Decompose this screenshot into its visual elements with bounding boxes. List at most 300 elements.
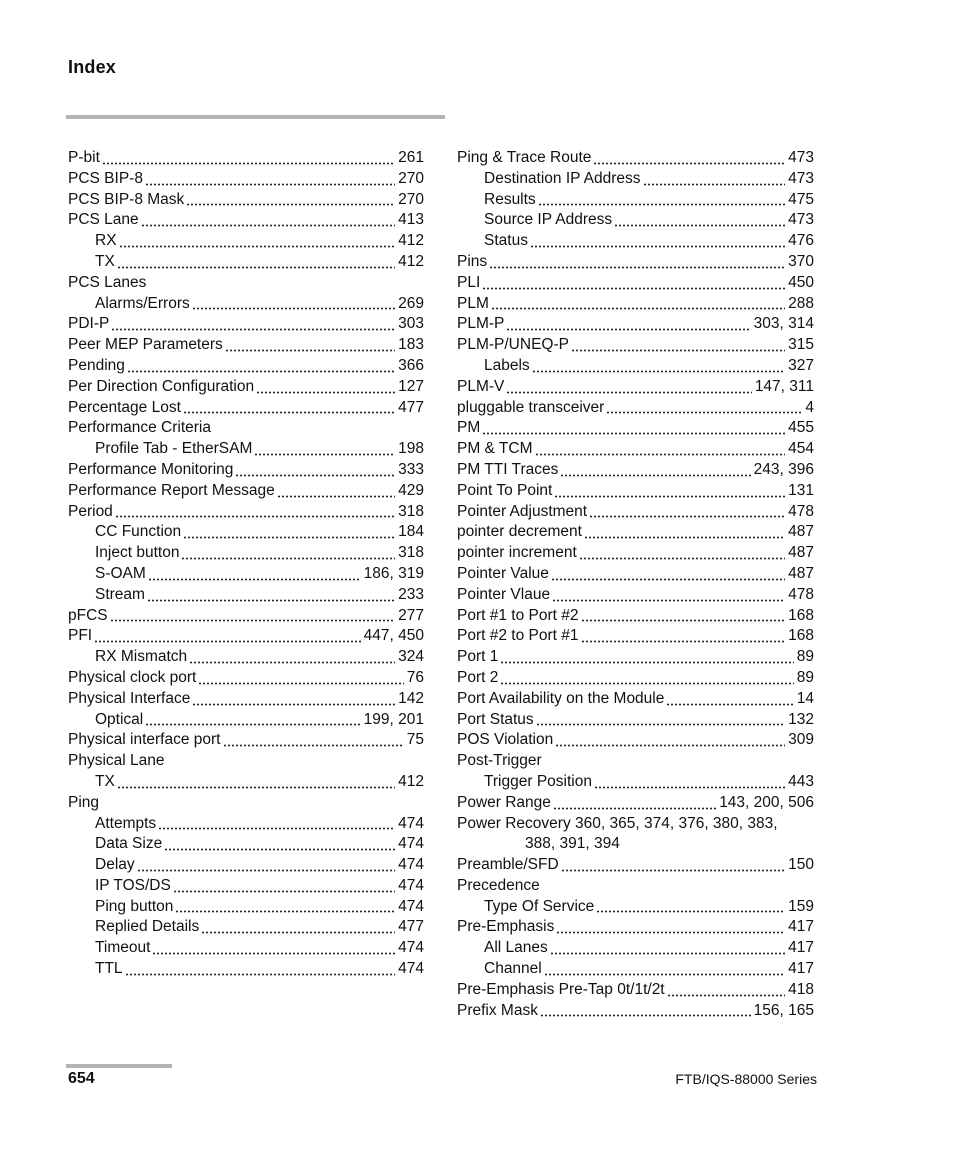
index-term: Destination IP Address — [484, 169, 641, 187]
dot-leader — [482, 432, 785, 435]
index-pages: 89 — [796, 668, 814, 686]
index-entry — [68, 377, 424, 398]
index-term: PLM-P/UNEQ-P — [457, 336, 569, 354]
dot-leader — [117, 786, 395, 789]
index-term: PCS Lanes — [68, 273, 147, 291]
index-entry — [68, 793, 424, 814]
index-pages: 243, 396 — [753, 460, 814, 478]
index-entry — [457, 294, 814, 315]
index-pages: 370 — [788, 252, 814, 270]
index-pages: 4 — [805, 398, 814, 416]
index-pages: 159 — [788, 897, 814, 915]
index-entry — [68, 751, 424, 772]
index-entry — [457, 606, 814, 627]
index-pages: 89 — [796, 648, 814, 666]
dot-leader — [643, 183, 786, 186]
index-term: Ping & Trace Route — [457, 149, 592, 166]
index-term: Delay — [95, 856, 135, 874]
index-entry — [457, 689, 814, 710]
dot-leader — [538, 203, 785, 206]
index-entry — [457, 564, 814, 585]
index-subentry — [457, 210, 814, 231]
dot-leader — [530, 245, 785, 248]
index-term: CC Function — [95, 523, 182, 541]
index-pages: 156, 165 — [753, 1001, 814, 1019]
index-pages: 150 — [788, 856, 814, 874]
index-subentry — [457, 897, 814, 918]
index-subentry — [68, 855, 424, 876]
dot-leader — [192, 307, 395, 310]
index-term: Source IP Address — [484, 211, 613, 229]
dot-leader — [94, 640, 361, 643]
dot-leader — [201, 931, 395, 934]
page-title: Index — [68, 57, 117, 77]
index-pages: 474 — [398, 939, 424, 957]
index-pages: 303, 314 — [753, 315, 814, 333]
index-pages: 475 — [788, 190, 814, 208]
dot-leader — [571, 349, 785, 352]
dot-leader — [532, 370, 785, 373]
index-subentry — [457, 231, 814, 252]
dot-leader — [145, 723, 360, 726]
index-entry — [68, 356, 424, 377]
index-pages: 333 — [398, 460, 424, 478]
index-pages: 270 — [398, 169, 424, 187]
index-term: Results — [484, 190, 536, 208]
dot-leader — [584, 536, 785, 539]
index-entry — [68, 148, 424, 169]
index-term: P-bit — [68, 149, 100, 166]
index-term: Replied Details — [95, 918, 200, 936]
index-term: Pre-Emphasis — [457, 918, 555, 936]
index-entry — [457, 148, 814, 169]
index-term: pluggable transceiver — [457, 398, 605, 416]
dot-leader — [137, 869, 395, 872]
index-term: Timeout — [95, 939, 151, 957]
index-term: PCS Lane — [68, 211, 139, 229]
index-entry — [68, 460, 424, 481]
index-term: POS Violation — [457, 731, 554, 749]
index-entry — [457, 917, 814, 938]
index-pages: 324 — [398, 648, 424, 666]
index-entry — [457, 647, 814, 668]
index-subentry — [457, 190, 814, 211]
index-term: Profile Tab - EtherSAM — [95, 440, 253, 458]
dot-leader — [223, 744, 404, 747]
dot-leader — [667, 994, 786, 997]
index-pages: 417 — [788, 918, 814, 936]
index-term: Pointer Value — [457, 564, 549, 582]
index-pages: 474 — [398, 856, 424, 874]
dot-leader — [596, 910, 785, 913]
index-term: Physical clock port — [68, 668, 197, 686]
index-term: TX — [95, 252, 115, 270]
dot-leader — [500, 682, 793, 685]
index-term: Power Range — [457, 793, 551, 811]
dot-leader — [552, 599, 785, 602]
index-entry — [68, 398, 424, 419]
index-pages: 360, 365, 374, 376, 380, 383, — [575, 814, 778, 832]
index-pages: 132 — [788, 710, 814, 728]
index-pages: 131 — [788, 481, 814, 499]
index-entry — [68, 314, 424, 335]
dot-leader — [256, 391, 395, 394]
index-pages: 429 — [398, 481, 424, 499]
index-subentry — [457, 938, 814, 959]
index-pages: 14 — [796, 689, 814, 707]
index-term: Percentage Lost — [68, 398, 181, 416]
index-pages: 455 — [788, 419, 814, 437]
index-pages: 269 — [398, 294, 424, 312]
index-term: S-OAM — [95, 564, 146, 582]
index-subentry — [68, 439, 424, 460]
index-subentry — [68, 917, 424, 938]
dot-leader — [189, 661, 395, 664]
dot-leader — [173, 890, 395, 893]
index-entry — [68, 606, 424, 627]
index-pages: 487 — [788, 523, 814, 541]
index-term: Peer MEP Parameters — [68, 336, 223, 354]
dot-leader — [594, 786, 785, 789]
index-pages: 417 — [788, 960, 814, 978]
index-entry — [457, 855, 814, 876]
index-subentry — [68, 772, 424, 793]
index-term: Labels — [484, 356, 530, 374]
index-column-left — [68, 148, 424, 980]
index-subentry — [68, 564, 424, 585]
index-term: Post-Trigger — [457, 752, 542, 770]
index-entry — [457, 626, 814, 647]
index-entry — [68, 481, 424, 502]
dot-leader — [115, 515, 395, 518]
index-pages: 413 — [398, 211, 424, 229]
index-entry — [68, 190, 424, 211]
index-term: Port #2 to Port #1 — [457, 627, 579, 645]
index-pages: 417 — [788, 939, 814, 957]
dot-leader — [561, 869, 785, 872]
index-subentry — [68, 252, 424, 273]
index-entry — [68, 273, 424, 294]
index-entry — [457, 418, 814, 439]
index-entry — [457, 730, 814, 751]
index-term: RX Mismatch — [95, 648, 188, 666]
index-subentry — [457, 772, 814, 793]
dot-leader — [554, 495, 785, 498]
dot-leader — [506, 328, 750, 331]
dot-leader — [147, 599, 395, 602]
index-entry — [68, 730, 424, 751]
index-term: Power Recovery — [457, 814, 571, 832]
index-entry — [457, 439, 814, 460]
dot-leader — [141, 224, 395, 227]
index-pages: 327 — [788, 356, 814, 374]
index-pages: 315 — [788, 336, 814, 354]
index-term: Physical Interface — [68, 689, 191, 707]
index-pages: 75 — [406, 731, 424, 749]
index-pages: 474 — [398, 960, 424, 978]
index-term: PCS BIP-8 — [68, 169, 143, 187]
page-number: 654 — [68, 1070, 95, 1087]
dot-leader — [581, 640, 786, 643]
index-term: PLM — [457, 294, 489, 312]
header-divider — [66, 115, 445, 119]
dot-leader — [536, 723, 785, 726]
dot-leader — [175, 910, 395, 913]
index-subentry — [68, 231, 424, 252]
index-entry — [457, 543, 814, 564]
index-subentry — [457, 169, 814, 190]
index-pages: 277 — [398, 606, 424, 624]
index-entry — [457, 460, 814, 481]
index-pages: 478 — [788, 585, 814, 603]
index-term: Physical Lane — [68, 752, 165, 770]
index-pages: 270 — [398, 190, 424, 208]
index-pages: 147, 311 — [754, 377, 814, 395]
index-entry — [457, 980, 814, 1001]
index-entry — [457, 314, 814, 335]
index-pages: 261 — [398, 149, 424, 166]
index-subentry — [68, 522, 424, 543]
index-term: Period — [68, 502, 113, 520]
index-pages: 184 — [398, 523, 424, 541]
index-entry — [457, 876, 814, 897]
index-pages: 478 — [788, 502, 814, 520]
index-subentry — [68, 834, 424, 855]
index-term: Pre-Emphasis Pre-Tap 0t/1t/2t — [457, 980, 665, 998]
index-term: TTL — [95, 960, 123, 978]
index-pages: 143, 200, 506 — [719, 793, 814, 811]
index-pages: 412 — [398, 252, 424, 270]
index-term: Inject button — [95, 544, 180, 562]
index-term: PM TTI Traces — [457, 460, 559, 478]
dot-leader — [581, 619, 786, 622]
index-term: Pending — [68, 356, 125, 374]
index-subentry — [68, 585, 424, 606]
dot-leader — [606, 411, 802, 414]
dot-leader — [540, 1014, 751, 1017]
dot-leader — [181, 557, 395, 560]
index-pages: 183 — [398, 336, 424, 354]
dot-leader — [550, 952, 785, 955]
index-pages: 447, 450 — [363, 627, 424, 645]
index-entry — [68, 502, 424, 523]
index-pages: 288 — [788, 294, 814, 312]
index-pages: 366 — [398, 356, 424, 374]
index-term: Alarms/Errors — [95, 294, 190, 312]
dot-leader — [535, 453, 786, 456]
index-entry — [68, 689, 424, 710]
index-term: Port Availability on the Module — [457, 689, 665, 707]
index-pages: 198 — [398, 440, 424, 458]
index-pages: 476 — [788, 232, 814, 250]
index-term: All Lanes — [484, 939, 548, 957]
index-term: TX — [95, 772, 115, 790]
index-entry — [457, 522, 814, 543]
index-pages: 303 — [398, 315, 424, 333]
dot-leader — [553, 807, 716, 810]
dot-leader — [183, 411, 395, 414]
dot-leader — [579, 557, 785, 560]
index-pages: 454 — [788, 440, 814, 458]
index-pages: 76 — [406, 668, 424, 686]
index-pages: 474 — [398, 835, 424, 853]
dot-leader — [506, 391, 751, 394]
dot-leader — [152, 952, 395, 955]
index-term: PCS BIP-8 Mask — [68, 190, 185, 208]
dot-leader — [593, 162, 785, 165]
dot-leader — [556, 931, 785, 934]
index-pages: 477 — [398, 918, 424, 936]
index-pages: 318 — [398, 544, 424, 562]
index-term: PDI-P — [68, 315, 110, 333]
index-term: Port #1 to Port #2 — [457, 606, 579, 624]
index-term: Type Of Service — [484, 897, 595, 915]
dot-leader — [500, 661, 793, 664]
index-entry — [457, 398, 814, 419]
index-pages: 487 — [788, 544, 814, 562]
dot-leader — [102, 162, 395, 165]
index-term: IP TOS/DS — [95, 876, 171, 894]
index-subentry — [68, 294, 424, 315]
index-entry — [457, 751, 814, 772]
index-term: Preamble/SFD — [457, 856, 559, 874]
index-entry — [68, 626, 424, 647]
index-pages: 186, 319 — [363, 564, 424, 582]
index-term: Port 1 — [457, 648, 499, 666]
index-term: Physical interface port — [68, 731, 221, 749]
index-entry — [457, 710, 814, 731]
index-term: Data Size — [95, 835, 163, 853]
index-term: Ping — [68, 793, 100, 811]
index-entry — [457, 481, 814, 502]
index-pages: 473 — [788, 211, 814, 229]
dot-leader — [482, 287, 785, 290]
dot-leader — [119, 245, 396, 248]
index-term: Port Status — [457, 710, 534, 728]
dot-leader — [117, 266, 395, 269]
dot-leader — [589, 515, 785, 518]
dot-leader — [277, 495, 395, 498]
index-term: Port 2 — [457, 668, 499, 686]
index-pages: 233 — [398, 585, 424, 603]
dot-leader — [125, 973, 396, 976]
index-pages: 412 — [398, 772, 424, 790]
index-pages: 450 — [788, 273, 814, 291]
index-subentry — [68, 959, 424, 980]
index-term: PLI — [457, 273, 481, 291]
index-subentry — [68, 814, 424, 835]
index-term: Attempts — [95, 814, 157, 832]
index-pages: 443 — [788, 772, 814, 790]
dot-leader — [110, 619, 396, 622]
dot-leader — [555, 744, 785, 747]
dot-leader — [198, 682, 403, 685]
dot-leader — [127, 370, 395, 373]
footer-divider — [66, 1064, 172, 1068]
index-term: Status — [484, 232, 528, 250]
index-pages: 474 — [398, 897, 424, 915]
dot-leader — [111, 328, 395, 331]
index-term: PLM-V — [457, 377, 505, 395]
index-entry — [457, 668, 814, 689]
index-subentry — [68, 543, 424, 564]
index-pages: 168 — [788, 627, 814, 645]
index-term: Pins — [457, 252, 488, 270]
index-entry — [68, 169, 424, 190]
index-entry — [457, 502, 814, 523]
index-pages: 412 — [398, 232, 424, 250]
index-term: Precedence — [457, 876, 540, 894]
index-entry — [457, 273, 814, 294]
dot-leader — [560, 474, 750, 477]
dot-leader — [158, 827, 395, 830]
index-term: Performance Report Message — [68, 481, 275, 499]
index-entry — [68, 210, 424, 231]
index-term: Pointer Adjustment — [457, 502, 588, 520]
index-pages: 127 — [398, 377, 424, 395]
index-entry — [457, 585, 814, 606]
index-pages: 142 — [398, 689, 424, 707]
index-term: pointer increment — [457, 544, 577, 562]
dot-leader — [183, 536, 395, 539]
dot-leader — [145, 183, 395, 186]
index-term: RX — [95, 232, 117, 250]
dot-leader — [544, 973, 785, 976]
index-term: Per Direction Configuration — [68, 377, 255, 395]
index-subentry — [457, 959, 814, 980]
index-pages: 474 — [398, 814, 424, 832]
index-entry — [457, 252, 814, 273]
index-term: Channel — [484, 960, 542, 978]
index-term: PM — [457, 419, 481, 437]
dot-leader — [148, 578, 361, 581]
index-column-right — [457, 148, 814, 1021]
index-term: Performance Monitoring — [68, 460, 234, 478]
index-entry — [457, 814, 814, 856]
index-subentry — [68, 897, 424, 918]
index-term: Trigger Position — [484, 772, 592, 790]
dot-leader — [164, 848, 395, 851]
dot-leader — [225, 349, 395, 352]
index-term: Pointer Vlaue — [457, 585, 551, 603]
index-term: PFI — [68, 627, 93, 645]
index-term: Optical — [95, 710, 144, 728]
index-term: pFCS — [68, 606, 108, 624]
index-pages: 168 — [788, 606, 814, 624]
index-subentry — [68, 647, 424, 668]
index-term: Performance Criteria — [68, 419, 211, 437]
dot-leader — [489, 266, 785, 269]
index-pages: 487 — [788, 564, 814, 582]
index-pages: 418 — [788, 980, 814, 998]
index-pages: 318 — [398, 502, 424, 520]
index-subentry — [457, 356, 814, 377]
index-subentry — [68, 938, 424, 959]
index-entry — [457, 335, 814, 356]
index-pages: 473 — [788, 149, 814, 166]
dot-leader — [491, 307, 785, 310]
index-entry — [68, 668, 424, 689]
dot-leader — [666, 703, 793, 706]
index-pages: 309 — [788, 731, 814, 749]
dot-leader — [551, 578, 785, 581]
index-entry — [457, 1001, 814, 1022]
index-term: Point To Point — [457, 481, 553, 499]
dot-leader — [614, 224, 785, 227]
index-subentry — [68, 876, 424, 897]
index-term: Ping button — [95, 897, 174, 915]
index-term: pointer decrement — [457, 523, 582, 541]
